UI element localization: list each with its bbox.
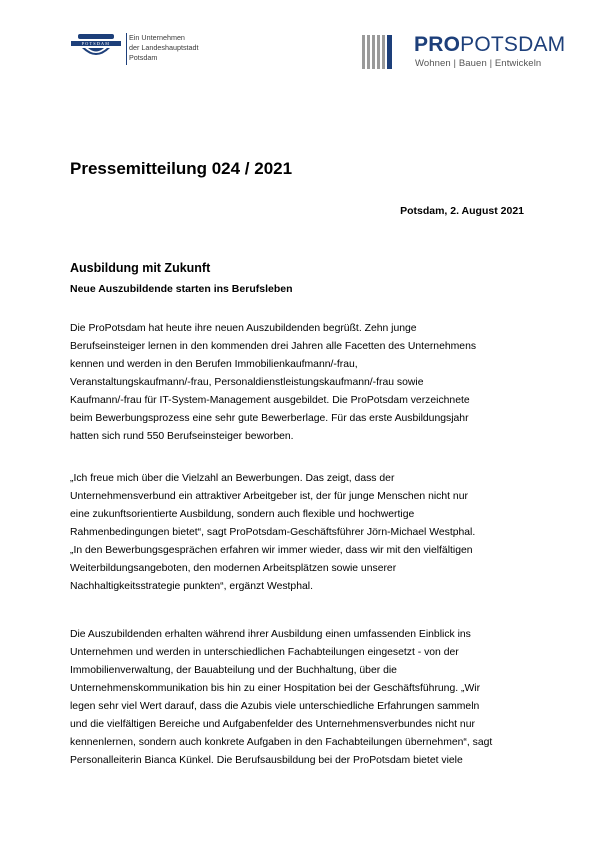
company-name-part2: POTSDAM bbox=[460, 33, 566, 56]
potsdam-city-logo-icon bbox=[70, 32, 122, 64]
press-release-date: Potsdam, 2. August 2021 bbox=[400, 205, 524, 217]
city-logo-label: POTSDAM bbox=[81, 41, 111, 46]
text-line: Nachhaltigkeitsstrategie punkten“, ergänzt Westphal. bbox=[70, 581, 313, 592]
company-name bbox=[414, 34, 565, 56]
text-line: Personalleiterin Bianca Künkel. Die Berufsausbildung bei der ProPotsdam bietet viele bbox=[70, 755, 463, 766]
text-line: Unternehmen und werden in unterschiedlichen Fachabteilungen eingesetzt - von der bbox=[70, 647, 459, 658]
text-line: „Ich freue mich über die Vielzahl an Bewerbungen. Das zeigt, dass der bbox=[70, 473, 395, 484]
text-line: Kaufmann/-frau für IT-System-Management ausgebildet. Die ProPotsdam verzeichnete bbox=[70, 395, 470, 406]
article-headline: Ausbildung mit Zukunft bbox=[70, 261, 211, 275]
article-subheadline: Neue Auszubildende starten ins Berufsleben bbox=[70, 283, 293, 295]
press-release-title: Pressemitteilung 024 / 2021 bbox=[70, 159, 293, 178]
text-line: Weiterbildungsangeboten, den modernen Arbeitsplätzen sowie unserer bbox=[70, 563, 397, 574]
text-line: „In den Bewerbungsgesprächen erfahren wir immer wieder, dass wir mit den vielfältigen bbox=[70, 545, 473, 556]
city-logo-text bbox=[129, 33, 199, 63]
text-line: Die Auszubildenden erhalten während ihrer Ausbildung einen umfassenden Einblick ins bbox=[70, 629, 471, 640]
text-line: beim Bewerbungsprozess eine sehr gute Bewerberlage. Für das erste Ausbildungsjahr bbox=[70, 413, 469, 424]
company-name-part1: PRO bbox=[414, 33, 461, 56]
city-line: Ein Unternehmen bbox=[129, 33, 185, 42]
text-line: Berufseinsteiger lernen in den kommenden drei Jahren alle Facetten des Unternehmens bbox=[70, 341, 477, 352]
company-tagline: Wohnen | Bauen | Entwickeln bbox=[415, 58, 542, 69]
city-logo-divider bbox=[126, 33, 127, 65]
text-line: Rahmenbedingungen bietet“, sagt ProPotsdam-Geschäftsführer Jörn-Michael Westphal. bbox=[70, 527, 476, 538]
paragraph-3 bbox=[70, 626, 530, 770]
text-line: eine zukunftsorientierte Ausbildung, sondern auch flexible und hochwertige bbox=[70, 509, 415, 520]
text-line: kennenlernen, sondern auch konkrete Aufgaben in den Fachabteilungen übernehmen“, sagt bbox=[70, 737, 493, 748]
text-line: hatten sich rund 550 Berufseinsteiger beworben. bbox=[70, 431, 294, 442]
paragraph-1 bbox=[70, 320, 530, 446]
text-line: kennen und werden in den Berufen Immobilienkaufmann/-frau, bbox=[70, 359, 358, 370]
text-line: Unternehmensverbund ein attraktiver Arbeitgeber ist, der für junge Menschen nicht nur bbox=[70, 491, 468, 502]
paragraph-2 bbox=[70, 470, 530, 596]
propotsdam-bars-logo-icon bbox=[362, 35, 392, 69]
text-line: Immobilienverwaltung, der Bauabteilung und der Buchhaltung, über die bbox=[70, 665, 397, 676]
text-line: legen sehr viel Wert darauf, dass die Azubis viele unterschiedliche Erfahrungen sammeln bbox=[70, 701, 480, 712]
text-line: Die ProPotsdam hat heute ihre neuen Auszubildenden begrüßt. Zehn junge bbox=[70, 323, 417, 334]
text-line: Veranstaltungskaufmann/-frau, Personaldienstleistungskaufmann/-frau sowie bbox=[70, 377, 424, 388]
city-line: der Landeshauptstadt bbox=[129, 43, 199, 52]
text-line: Unternehmenskommunikation bis hin zu einer Hospitation bei der Geschäftsführung. „Wir bbox=[70, 683, 481, 694]
city-line: Potsdam bbox=[129, 53, 158, 62]
text-line: und die vielfältigen Bereiche und Aufgabenfelder des Unternehmensverbundes nicht nur bbox=[70, 719, 475, 730]
